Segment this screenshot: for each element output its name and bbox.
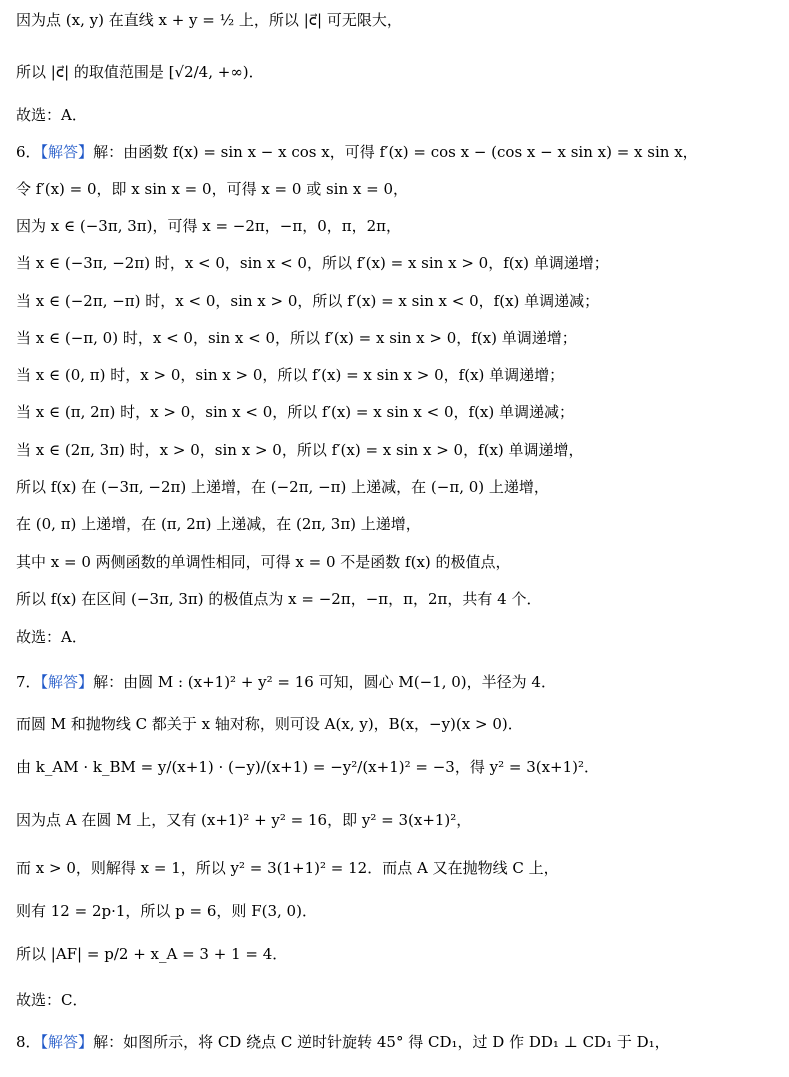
text-line: 因为点 (x, y) 在直线 x + y = ½ 上，所以 |c⃗| 可无限大， — [16, 11, 402, 29]
text-line: 令 f′(x) = 0，即 x sin x = 0，可得 x = 0 或 sin x = 0， — [16, 180, 409, 198]
text-line: 当 x ∈ (−2π, −π) 时，x < 0，sin x > 0，所以 f′(x) = x sin x < 0，f(x) 单调递减； — [16, 292, 600, 310]
text-line: 所以 f(x) 在区间 (−3π, 3π) 的极值点为 x = −2π，−π，π，2π，共有 4 个． — [16, 590, 542, 608]
solution-6-first-line — [16, 142, 698, 162]
solution-7-first-line — [16, 672, 556, 692]
text-line: 故选：A． — [16, 628, 87, 646]
text-line: 在 (0, π) 上递增，在 (π, 2π) 上递减，在 (2π, 3π) 上递增， — [16, 515, 421, 533]
answer-tag: 【解答】 — [40, 1033, 94, 1051]
text-line: 其中 x = 0 两侧函数的单调性相同，可得 x = 0 不是函数 f(x) 的极值点， — [16, 553, 511, 571]
text-line: 故选：A． — [16, 106, 87, 124]
text-line: 所以 |AF| = p/2 + x_A = 3 + 1 = 4． — [16, 945, 288, 963]
answer-tag: 【解答】 — [40, 673, 94, 691]
text-line: 解：由圆 M : (x+1)² + y² = 16 可知，圆心 M(−1, 0)，半径为 4． — [93, 673, 556, 691]
text-line: 当 x ∈ (2π, 3π) 时，x > 0，sin x > 0，所以 f′(x) = x sin x > 0，f(x) 单调递增， — [16, 441, 584, 459]
text-line: 所以 |c⃗| 的取值范围是 [√2/4, +∞)． — [16, 63, 264, 81]
question-number: 7． — [16, 673, 41, 691]
text-line: 当 x ∈ (0, π) 时，x > 0，sin x > 0，所以 f′(x) = x sin x > 0，f(x) 单调递增； — [16, 366, 565, 384]
text-line: 当 x ∈ (π, 2π) 时，x > 0，sin x < 0，所以 f′(x) = x sin x < 0，f(x) 单调递减； — [16, 403, 575, 421]
question-number: 6． — [16, 143, 41, 161]
text-line: 当 x ∈ (−π, 0) 时，x < 0，sin x < 0，所以 f′(x) = x sin x > 0，f(x) 单调递增； — [16, 329, 577, 347]
text-line: 则有 12 = 2p·1，所以 p = 6，则 F(3, 0)． — [16, 902, 317, 920]
answer-tag: 【解答】 — [40, 143, 94, 161]
text-line: 故选：C． — [16, 991, 88, 1009]
text-line: 由 k_AM · k_BM = y/(x+1) · (−y)/(x+1) = −y²/(x+1)² = −3，得 y² = 3(x+1)²． — [16, 758, 600, 776]
text-line: 所以 f(x) 在 (−3π, −2π) 上递增，在 (−2π, −π) 上递减，在 (−π, 0) 上递增， — [16, 478, 549, 496]
question-number: 8． — [16, 1033, 41, 1051]
text-line: 而圆 M 和抛物线 C 都关于 x 轴对称，则可设 A(x, y)，B(x，−y)(x > 0)． — [16, 715, 523, 733]
solution-8-first-line — [16, 1032, 670, 1052]
text-line: 解：由函数 f(x) = sin x − x cos x，可得 f′(x) = cos x − (cos x − x sin x) = x sin x， — [93, 143, 698, 161]
text-line: 因为 x ∈ (−3π, 3π)，可得 x = −2π，−π，0，π，2π， — [16, 217, 402, 235]
text-line: 当 x ∈ (−3π, −2π) 时，x < 0，sin x < 0，所以 f′(x) = x sin x > 0，f(x) 单调递增； — [16, 254, 609, 272]
text-line: 而 x > 0，则解得 x = 1，所以 y² = 3(1+1)² = 12．而点 A 又在抛物线 C 上， — [16, 859, 559, 877]
text-line: 因为点 A 在圆 M 上，又有 (x+1)² + y² = 16，即 y² = 3(x+1)²， — [16, 811, 472, 829]
text-line: 解：如图所示，将 CD 绕点 C 逆时针旋转 45° 得 CD₁，过 D 作 DD₁ ⊥ CD₁ 于 D₁， — [93, 1033, 670, 1051]
